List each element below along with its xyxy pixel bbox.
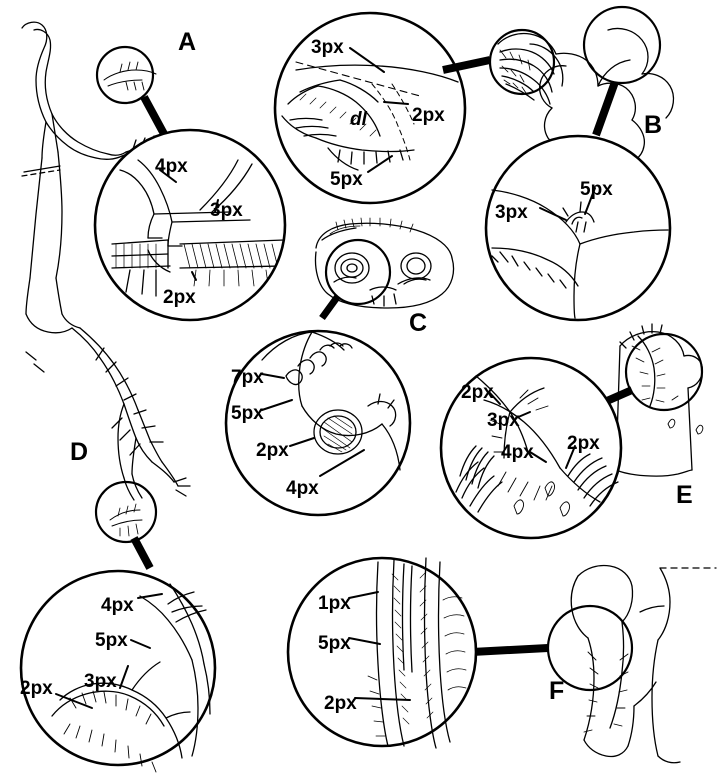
panel-top-middle-magnifier	[275, 13, 490, 203]
panel-letter-a: A	[178, 28, 197, 56]
panel-letter-f: F	[549, 677, 565, 705]
callout-label-c-4px: 4px	[286, 478, 319, 499]
panel-a-magnifier	[95, 47, 285, 320]
panel-b-magnifier	[486, 7, 670, 320]
callout-label-dl: dl	[350, 109, 367, 130]
callout-label-a-3px: 3px	[210, 200, 243, 221]
specimen-f-outline	[571, 565, 716, 762]
callout-label-c-7px: 7px	[231, 367, 264, 388]
callout-label-top-3px: 3px	[311, 37, 344, 58]
callout-label-a-4px: 4px	[155, 156, 188, 177]
callout-label-e-2px-right: 2px	[567, 433, 600, 454]
callout-label-a-2px: 2px	[163, 287, 196, 308]
panel-letter-e: E	[676, 481, 693, 509]
callout-label-d-2px: 2px	[20, 678, 53, 699]
panel-letter-d: D	[70, 438, 89, 466]
callout-label-top-5px: 5px	[330, 169, 363, 190]
panel-letter-b: B	[644, 111, 663, 139]
panel-letter-c: C	[409, 309, 428, 337]
callout-label-d-3px: 3px	[84, 671, 117, 692]
panel-d-magnifier	[21, 482, 215, 765]
callout-label-top-2px: 2px	[412, 105, 445, 126]
callout-label-e-3px: 3px	[487, 410, 520, 431]
callout-label-e-4px: 4px	[501, 442, 534, 463]
callout-label-d-5px: 5px	[95, 630, 128, 651]
callout-label-f-1px: 1px	[318, 593, 351, 614]
callout-label-c-5px: 5px	[231, 403, 264, 424]
callout-label-d-4px: 4px	[101, 595, 134, 616]
callout-label-e-2px-upper: 2px	[461, 382, 494, 403]
callout-label-f-2px: 2px	[324, 693, 357, 714]
callout-label-b-5px: 5px	[580, 179, 613, 200]
callout-label-c-2px: 2px	[256, 440, 289, 461]
callout-label-b-3px: 3px	[495, 202, 528, 223]
callout-label-f-5px: 5px	[318, 633, 351, 654]
